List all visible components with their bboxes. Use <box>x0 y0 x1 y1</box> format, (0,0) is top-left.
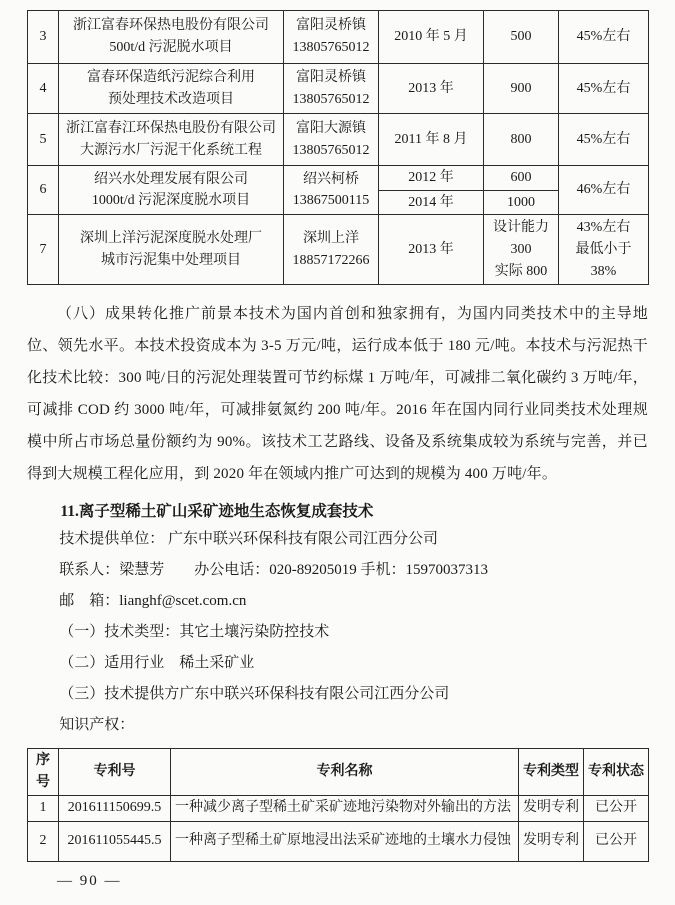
cell-location-phone <box>284 11 379 64</box>
cell-row-no: 3 <box>28 11 59 64</box>
section-11-heading: 11.离子型稀土矿山采矿迹地生态恢复成套技术 <box>60 503 374 521</box>
cell-moisture <box>559 215 649 285</box>
phone-line: 13805765012 <box>292 91 370 107</box>
table-row <box>28 795 649 821</box>
cell-patent-status: 已公开 <box>584 821 649 861</box>
cell-location-phone <box>284 114 379 166</box>
project-name-line: 大源污水厂污泥干化系统工程 <box>80 142 262 158</box>
cell-date: 2014 年 <box>379 190 484 215</box>
cell-capacity <box>484 215 559 285</box>
cell-moisture: 45%左右 <box>559 114 649 166</box>
cell-patent-status: 已公开 <box>584 795 649 821</box>
project-name-line: 富春环保造纸污泥综合利用 <box>87 69 255 85</box>
patent-table-header-row <box>28 749 649 795</box>
cell-patent-name: 一种减少离子型稀土矿采矿迹地污染物对外输出的方法 <box>171 795 519 821</box>
header-serial-no: 序号 <box>28 749 59 795</box>
cell-location-phone <box>284 215 379 285</box>
project-name-line: 500t/d 污泥脱水项目 <box>109 40 233 55</box>
cell-serial-no: 2 <box>28 821 59 861</box>
location-line: 绍兴柯桥 <box>303 171 359 187</box>
cell-patent-number: 201611055445.5 <box>59 821 171 861</box>
table-row <box>28 215 649 285</box>
cell-date: 2013 年 <box>379 64 484 114</box>
table-row <box>28 114 649 166</box>
project-name-line: 城市污泥集中处理项目 <box>101 252 241 268</box>
table-row <box>28 11 649 64</box>
cell-capacity: 500 <box>484 11 559 64</box>
project-name-line: 1000t/d 污泥深度脱水项目 <box>91 193 251 209</box>
cell-patent-type: 发明专利 <box>519 795 584 821</box>
cell-capacity: 900 <box>484 64 559 114</box>
cell-capacity: 800 <box>484 114 559 166</box>
cell-project-name <box>59 114 284 166</box>
table-row <box>28 64 649 114</box>
moisture-line: 38% <box>590 263 617 279</box>
cell-project-name <box>59 11 284 64</box>
location-line: 富阳大源镇 <box>296 120 366 136</box>
header-patent-type: 专利类型 <box>519 749 584 795</box>
cell-row-no: 4 <box>28 64 59 114</box>
cell-capacity: 600 <box>484 166 559 191</box>
technology-type-line: （一）技术类型：其它土壤污染防控技术 <box>59 624 330 641</box>
cell-patent-number: 201611150699.5 <box>59 795 171 821</box>
cell-project-name <box>59 64 284 114</box>
moisture-line: 43%左右 <box>576 219 631 235</box>
cell-location-phone <box>284 166 379 215</box>
technology-provider-repeat-line: （三）技术提供方广东中联兴环保科技有限公司江西分公司 <box>59 686 450 703</box>
projects-table <box>27 10 649 285</box>
promotion-prospect-paragraph: （八）成果转化推广前景本技术为国内首创和独家拥有，为国内同类技术中的主导地位、领先水平。本技术投资成本为 3-5 万元/吨，运行成本低于 180 元/吨。本技术与污泥热干化技术比较：300 吨/日的污泥处理装置可节约标煤 1 万吨/年，可减排二氧化碳约 3 万吨/年，可减排 COD 约 3000 吨/年，可减排氨氮约 200 吨/年。2016 年在国内同行业同类技术处理规模中所占市场总量份额约为 90%。该技术工艺路线、设备及系统集成较为系统与完善，并已得到大规模工程化应用，到 2020 年在领域内推广可达到的规模为 400 万吨/年。 <box>27 306 648 483</box>
moisture-line: 最低小于 <box>575 241 632 257</box>
cell-patent-type: 发明专利 <box>519 821 584 861</box>
phone-line: 13805765012 <box>292 40 370 55</box>
cell-moisture: 46%左右 <box>559 166 649 215</box>
applicable-industry-line: （二）适用行业 稀土采矿业 <box>59 655 255 672</box>
email-line: 邮 箱：lianghf@scet.com.cn <box>59 593 247 610</box>
cell-moisture: 45%左右 <box>559 64 649 114</box>
cell-date: 2011 年 8 月 <box>379 114 484 166</box>
cell-date: 2013 年 <box>379 215 484 285</box>
cell-project-name <box>59 215 284 285</box>
cell-row-no: 7 <box>28 215 59 285</box>
cell-location-phone <box>284 64 379 114</box>
patent-table <box>27 748 649 861</box>
cell-row-no: 6 <box>28 166 59 215</box>
project-name-line: 预处理技术改造项目 <box>108 91 234 107</box>
capacity-line: 实际 800 <box>494 263 548 279</box>
project-name-line: 浙江富春江环保热电股份有限公司 <box>66 120 276 136</box>
project-name-line: 深圳上洋污泥深度脱水处理厂 <box>80 231 262 247</box>
header-patent-status: 专利状态 <box>584 749 649 795</box>
location-line: 富阳灵桥镇 <box>296 18 366 34</box>
cell-project-name <box>59 166 284 215</box>
location-line: 深圳上洋 <box>303 231 359 247</box>
location-line: 富阳灵桥镇 <box>296 69 366 85</box>
cell-capacity: 1000 <box>484 190 559 215</box>
table-row <box>28 821 649 861</box>
cell-serial-no: 1 <box>28 795 59 821</box>
contact-person-line: 联系人：梁慧芳 办公电话：020-89205019 手机：15970037313 <box>59 562 488 579</box>
technology-provider-line: 技术提供单位： 广东中联兴环保科技有限公司江西分公司 <box>59 531 439 548</box>
project-name-line: 绍兴水处理发展有限公司 <box>94 171 248 187</box>
phone-line: 13867500115 <box>292 193 370 209</box>
phone-line: 13805765012 <box>292 142 370 158</box>
project-name-line: 浙江富春环保热电股份有限公司 <box>73 18 269 34</box>
cell-date: 2012 年 <box>379 166 484 191</box>
cell-row-no: 5 <box>28 114 59 166</box>
phone-line: 18857172266 <box>292 252 370 268</box>
header-patent-number: 专利号 <box>59 749 171 795</box>
capacity-line: 300 <box>510 241 532 257</box>
ip-label: 知识产权： <box>59 717 135 734</box>
header-patent-name: 专利名称 <box>171 749 519 795</box>
cell-patent-name: 一种离子型稀土矿原地浸出法采矿迹地的土壤水力侵蚀 <box>171 821 519 861</box>
capacity-line: 设计能力 <box>493 219 549 235</box>
page-number: — 90 — <box>57 872 122 889</box>
cell-date: 2010 年 5 月 <box>379 11 484 64</box>
cell-moisture: 45%左右 <box>559 11 649 64</box>
table-row <box>28 166 649 191</box>
